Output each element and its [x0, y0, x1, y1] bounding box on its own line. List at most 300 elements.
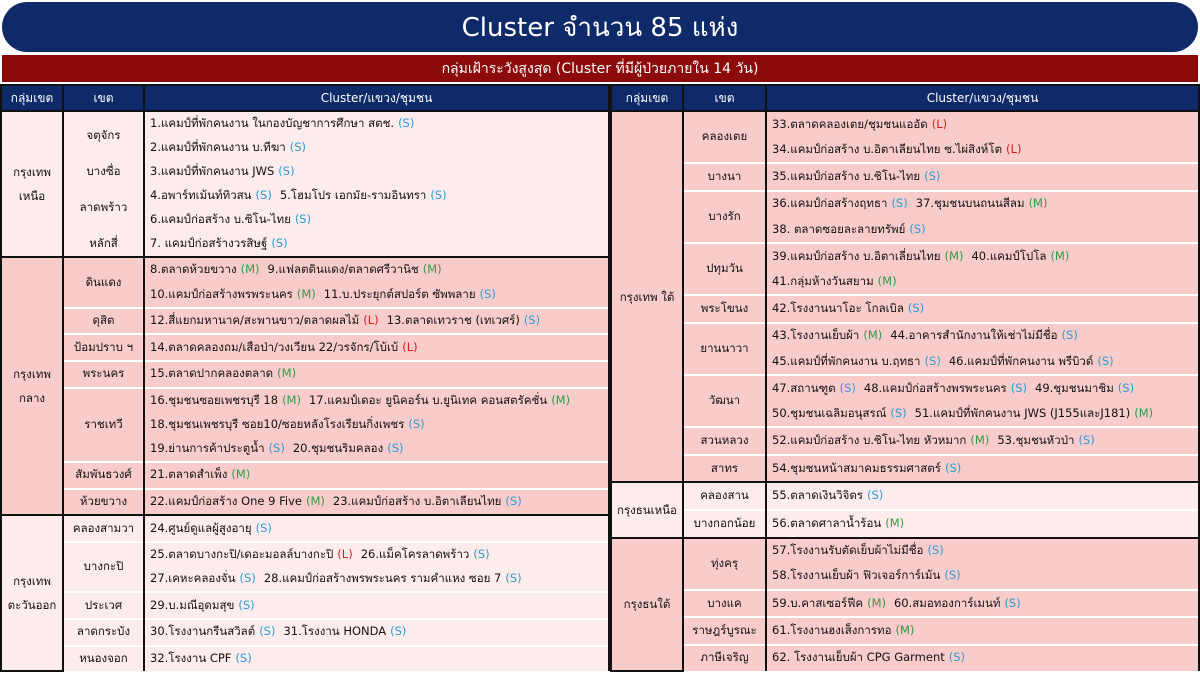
cluster-name: 32.โรงงาน CPF: [150, 650, 232, 665]
risk-tag: (M): [231, 467, 251, 482]
cluster-line: [766, 645, 1199, 671]
table-row: [1, 646, 609, 671]
district-name: ทุ่งครุ: [683, 538, 766, 590]
cluster-name: 6.แคมป์ก่อสร้าง บ.ซิโน-ไทย: [150, 212, 291, 227]
table-row: [611, 323, 1199, 349]
cluster-line: [766, 427, 1199, 455]
risk-tag: (M): [944, 248, 964, 263]
cluster-name: 20.ชุมชนริมคลอง: [292, 440, 384, 455]
cluster-item: [150, 236, 288, 250]
cluster-item: [268, 262, 442, 276]
risk-tag: (S): [866, 488, 884, 503]
header-group: กลุ่มเขต: [1, 85, 63, 111]
cluster-name: 46.แคมป์ที่พักคนงาน พรีบิวด์: [948, 353, 1094, 368]
cluster-name: 22.แคมป์ก่อสร้าง One 9 Five: [150, 493, 302, 508]
table-row: [1, 308, 609, 335]
risk-tag: (S): [235, 650, 252, 665]
cluster-item: [772, 169, 940, 183]
cluster-line: [766, 163, 1199, 191]
risk-tag: (S): [924, 169, 941, 184]
cluster-name: 45.แคมป์ที่พักคนงาน บ.ฤทธา: [772, 353, 921, 368]
cluster-line: [144, 111, 609, 136]
cluster-name: 9.แฟลตดินแดง/ตลาดศรีวานิช: [267, 262, 419, 277]
cluster-name: 7. แคมป์ก่อสร้างวรสิษฐ์: [150, 236, 268, 251]
cluster-item: [150, 441, 285, 455]
district-name: พระนคร: [63, 361, 144, 388]
cluster-name: 37.ชุมชนบนถนนสีลม: [915, 196, 1025, 211]
cluster-name: 2.แคมป์ที่พักคนงาน บ.ทีฆา: [150, 140, 286, 155]
cluster-item: [772, 301, 924, 315]
district-name: สาทร: [683, 455, 766, 483]
cluster-name: 30.โรงงานกรีนสวิลต์: [150, 624, 256, 639]
cluster-item: [772, 117, 947, 131]
risk-tag: (M): [1028, 196, 1048, 211]
risk-tag: (S): [390, 624, 407, 639]
cluster-name: 56.ตลาดศาลาน้ำร้อน: [772, 515, 882, 530]
cluster-name: 54.ชุมชนหน้าสมาคมธรรมศาสตร์: [772, 460, 941, 475]
district-name: คลองเตย: [683, 111, 766, 163]
section-subtitle: กลุ่มเฝ้าระวังสูงสุด (Cluster ที่มีผู้ป่วยภายใน 14 วัน): [2, 55, 1198, 82]
risk-tag: (L): [363, 313, 379, 328]
cluster-name: 18.ชุมชนเพชรบุรี ซอย10/ซอยหลังโรงเรียนกิ่งเพชร: [150, 416, 405, 431]
risk-tag: (S): [255, 188, 272, 203]
risk-tag: (S): [839, 380, 856, 395]
risk-tag: (M): [282, 392, 301, 407]
cluster-name: 14.ตลาดคลองถม/เสือป่า/วงเวียน 22/วรจักร/โบ้เบ้: [150, 339, 399, 354]
cluster-name: 36.แคมป์ก่อสร้างฤทธา: [772, 196, 888, 211]
district-name: บางซื่อ: [63, 160, 144, 184]
cluster-name: 12.สี่แยกมหานาค/สะพานขาว/ตลาดผลไม้: [150, 313, 360, 328]
cluster-item: [997, 433, 1094, 447]
risk-tag: (M): [877, 273, 897, 288]
cluster-name: 49.ชุมชนมาชิม: [1035, 380, 1114, 395]
table-row: [1, 592, 609, 619]
cluster-item: [150, 521, 272, 535]
district-group: กรุงเทพ กลาง: [1, 257, 63, 515]
cluster-item: [150, 417, 425, 431]
district-name: ดุสิต: [63, 308, 144, 335]
risk-tag: (S): [294, 212, 312, 227]
district-name: หลักสี่: [63, 232, 144, 257]
cluster-item: [772, 488, 883, 502]
table-row: [611, 427, 1199, 455]
cluster-name: 62. โรงงานเย็บผ้า CPG Garment: [772, 650, 945, 665]
cluster-line: [144, 334, 609, 361]
table-row: [611, 617, 1199, 645]
risk-tag: (S): [1097, 353, 1114, 368]
cluster-name: 13.ตลาดเทวราช (เทเวศร์): [386, 313, 520, 328]
cluster-item: [150, 262, 260, 276]
cluster-item: [280, 188, 447, 202]
district-name: วัฒนา: [683, 375, 766, 427]
cluster-line: [144, 437, 609, 462]
cluster-line: [766, 617, 1199, 645]
cluster-item: [949, 354, 1114, 368]
cluster-line: [144, 388, 609, 413]
cluster-line: [766, 269, 1199, 295]
district-name: บางรัก: [683, 191, 766, 243]
risk-tag: (S): [238, 597, 255, 612]
district-name: ราษฎร์บูรณะ: [683, 617, 766, 645]
risk-tag: (S): [387, 440, 404, 455]
district-name: ป้อมปราบ ฯ: [63, 334, 144, 361]
table-row: [611, 191, 1199, 217]
cluster-item: [890, 328, 1078, 342]
table-row: [1, 257, 609, 282]
table-row: [611, 482, 1199, 510]
district-name: สัมพันธวงศ์: [63, 462, 144, 489]
cluster-item: [772, 596, 886, 610]
cluster-name: 23.แคมป์ก่อสร้าง บ.อิตาเลียนไทย: [332, 493, 502, 508]
cluster-table-right: [610, 84, 1200, 672]
cluster-line: [766, 401, 1199, 427]
table-row: [1, 361, 609, 388]
district-name: คลองสาน: [683, 482, 766, 510]
table-row: [1, 515, 609, 542]
risk-tag: (M): [277, 366, 297, 381]
cluster-name: 5.โฮมโปร เอกมัย-รามอินทรา: [279, 188, 427, 203]
risk-tag: (M): [305, 493, 325, 508]
table-row: [1, 489, 609, 516]
cluster-name: 41.กลุ่มห้างวันสยาม: [772, 273, 874, 288]
cluster-item: [772, 222, 926, 236]
cluster-name: 28.แคมป์ก่อสร้างพรพระนคร รามคำแหง ซอย 7: [263, 571, 502, 586]
district-name: ภาษีเจริญ: [683, 645, 766, 671]
cluster-item: [772, 354, 941, 368]
cluster-line: [766, 375, 1199, 401]
district-group: กรุงธนใต้: [611, 538, 683, 672]
cluster-item: [387, 313, 540, 327]
cluster-item: [150, 651, 252, 665]
cluster-line: [144, 257, 609, 282]
cluster-item: [772, 196, 908, 210]
risk-tag: (S): [1078, 433, 1095, 448]
cluster-line: [766, 111, 1199, 137]
risk-tag: (S): [479, 286, 496, 301]
risk-tag: (S): [473, 546, 490, 561]
cluster-item: [150, 624, 275, 638]
table-row: [611, 295, 1199, 323]
risk-tag: (S): [259, 624, 276, 639]
district-name: คลองสามวา: [63, 515, 144, 542]
cluster-item: [772, 568, 961, 582]
risk-tag: (S): [289, 140, 307, 155]
table-row: [1, 232, 609, 257]
cluster-item: [772, 543, 944, 557]
district-name: สวนหลวง: [683, 427, 766, 455]
header-group: กลุ่มเขต: [611, 85, 683, 111]
cluster-line: [766, 510, 1199, 538]
cluster-item: [1035, 381, 1134, 395]
cluster-name: 58.โรงงานเย็บผ้า ฟิวเจอร์การ์เม้น: [772, 568, 941, 583]
table-row: [1, 542, 609, 567]
cluster-item: [150, 116, 414, 130]
cluster-item: [772, 623, 914, 637]
cluster-line: [144, 619, 609, 646]
cluster-item: [150, 366, 296, 380]
cluster-item: [916, 196, 1048, 210]
cluster-line: [766, 590, 1199, 618]
cluster-item: [333, 494, 522, 508]
cluster-name: 10.แคมป์ก่อสร้างพรพระนคร: [150, 286, 293, 301]
table-row: [611, 243, 1199, 269]
risk-tag: (S): [1004, 595, 1021, 610]
cluster-line: [766, 191, 1199, 217]
header-district: เขต: [63, 85, 144, 111]
cluster-item: [264, 571, 522, 585]
cluster-item: [150, 494, 325, 508]
risk-tag: (S): [1010, 380, 1028, 395]
cluster-line: [144, 489, 609, 516]
cluster-line: [144, 308, 609, 335]
risk-tag: (M): [867, 595, 886, 610]
risk-tag: (M): [551, 392, 571, 407]
risk-tag: (S): [944, 568, 961, 583]
table-row: [1, 462, 609, 489]
risk-tag: (L): [1006, 141, 1022, 156]
cluster-name: 42.โรงงานนาโอะ โกลเบิล: [772, 301, 904, 316]
risk-tag: (S): [948, 650, 966, 665]
cluster-line: [144, 567, 609, 592]
table-row: [611, 510, 1199, 538]
cluster-name: 26.แม็คโครลาดพร้าว: [360, 546, 470, 561]
cluster-line: [766, 295, 1199, 323]
cluster-name: 16.ชุมชนซอยเพชรบุรี 18: [150, 392, 279, 407]
cluster-name: 47.สถานฑูต: [772, 380, 836, 395]
cluster-name: 59.บ.คาสเซอร์ฟีค: [772, 595, 864, 610]
cluster-item: [772, 142, 1021, 156]
district-name: จตุจักร: [63, 111, 144, 160]
cluster-line: [144, 160, 609, 184]
district-name: ยานนาวา: [683, 323, 766, 375]
cluster-item: [772, 433, 989, 447]
cluster-line: [766, 323, 1199, 349]
risk-tag: (S): [891, 196, 908, 211]
header-cluster: Cluster/แขวง/ชุมชน: [766, 85, 1199, 111]
risk-tag: (S): [927, 543, 944, 558]
risk-tag: (S): [271, 236, 288, 251]
cluster-item: [150, 393, 301, 407]
cluster-line: [144, 361, 609, 388]
cluster-name: 8.ตลาดห้วยขวาง: [150, 262, 237, 277]
cluster-item: [150, 313, 379, 327]
risk-tag: (S): [408, 416, 425, 431]
cluster-line: [766, 538, 1199, 564]
cluster-name: 3.แคมป์ที่พักคนงาน JWS: [150, 164, 275, 179]
cluster-item: [150, 547, 353, 561]
cluster-item: [150, 467, 250, 481]
district-name: ประเวศ: [63, 592, 144, 619]
risk-tag: (S): [239, 571, 256, 586]
cluster-line: [144, 515, 609, 542]
cluster-item: [772, 461, 961, 475]
risk-tag: (S): [505, 571, 522, 586]
header-district: เขต: [683, 85, 766, 111]
risk-tag: (S): [255, 520, 272, 535]
risk-tag: (M): [863, 328, 883, 343]
cluster-name: 61.โรงงานฮงเส็งการทอ: [772, 623, 892, 638]
cluster-name: 31.โรงงาน HONDA: [283, 624, 387, 639]
cluster-item: [915, 406, 1153, 420]
cluster-name: 55.ตลาดเงินวิจิตร: [772, 488, 863, 503]
cluster-item: [150, 340, 418, 354]
district-name: ลาดพร้าว: [63, 184, 144, 232]
cluster-name: 21.ตลาดสำเพ็ง: [150, 467, 228, 482]
table-row: [1, 619, 609, 646]
risk-tag: (S): [907, 301, 925, 316]
cluster-line: [144, 542, 609, 567]
district-name: หนองจอก: [63, 646, 144, 671]
risk-tag: (S): [1061, 328, 1078, 343]
cluster-item: [324, 287, 496, 301]
cluster-line: [144, 136, 609, 160]
cluster-name: 4.อพาร์ทเม้นท์ทิวสน: [150, 188, 252, 203]
table-row: [1, 160, 609, 184]
cluster-line: [766, 349, 1199, 375]
cluster-line: [766, 482, 1199, 510]
header-cluster: Cluster/แขวง/ชุมชน: [144, 85, 609, 111]
cluster-item: [772, 516, 904, 530]
risk-tag: (S): [268, 440, 285, 455]
district-name: ราชเทวี: [63, 388, 144, 462]
cluster-line: [766, 243, 1199, 269]
table-row: [611, 538, 1199, 564]
cluster-name: 19.ย่านการค้าประตูน้ำ: [150, 440, 265, 455]
risk-tag: (L): [931, 116, 948, 131]
risk-tag: (M): [885, 515, 905, 530]
district-name: พระโขนง: [683, 295, 766, 323]
risk-tag: (S): [890, 405, 907, 420]
cluster-name: 48.แคมป์ก่อสร้างพรพระนคร: [863, 380, 1007, 395]
cluster-name: 34.แคมป์ก่อสร้าง บ.อิตาเลียนไทย ซ.ไผ่สิงห์โต: [772, 141, 1003, 156]
cluster-name: 11.บ.ประยุกต์สปอร์ต ซัพพลาย: [323, 286, 476, 301]
cluster-item: [971, 249, 1069, 263]
table-row: [611, 455, 1199, 483]
district-name: บางกอกน้อย: [683, 510, 766, 538]
cluster-line: [144, 462, 609, 489]
risk-tag: (S): [430, 188, 447, 203]
cluster-line: [144, 592, 609, 619]
risk-tag: (S): [944, 460, 962, 475]
cluster-name: 50.ชุมชนเฉลิมอนุสรณ์: [772, 405, 887, 420]
cluster-item: [772, 381, 856, 395]
cluster-item: [150, 164, 295, 178]
district-name: ห้วยขวาง: [63, 489, 144, 516]
cluster-name: 38. ตลาดซอยละลายทรัพย์: [772, 221, 906, 236]
district-group: กรุงเทพ ใต้: [611, 111, 683, 482]
cluster-line: [144, 184, 609, 208]
cluster-line: [144, 413, 609, 437]
risk-tag: (S): [924, 353, 941, 368]
cluster-item: [361, 547, 490, 561]
district-name: บางกะปิ: [63, 542, 144, 593]
cluster-name: 29.บ.มณีอุดมสุข: [150, 597, 235, 612]
risk-tag: (M): [970, 433, 990, 448]
cluster-name: 25.ตลาดบางกะปิ/เดอะมอลล์บางกะปิ: [150, 546, 334, 561]
risk-tag: (S): [909, 221, 926, 236]
cluster-line: [144, 646, 609, 671]
cluster-name: 52.แคมป์ก่อสร้าง บ.ซิโน-ไทย หัวหมาก: [772, 433, 967, 448]
cluster-line: [766, 137, 1199, 163]
table-row: [1, 334, 609, 361]
table-row: [611, 163, 1199, 191]
cluster-item: [772, 328, 882, 342]
risk-tag: (M): [240, 262, 260, 277]
district-name: ดินแดง: [63, 257, 144, 308]
table-row: [1, 388, 609, 413]
cluster-item: [309, 393, 570, 407]
risk-tag: (S): [398, 116, 415, 131]
district-name: ลาดกระบัง: [63, 619, 144, 646]
cluster-name: 35.แคมป์ก่อสร้าง บ.ซิโน-ไทย: [772, 169, 921, 184]
cluster-name: 27.เคหะคลองจั่น: [150, 571, 236, 586]
risk-tag: (M): [1050, 248, 1070, 263]
risk-tag: (S): [1117, 380, 1135, 395]
cluster-table-left: [0, 84, 610, 672]
risk-tag: (L): [402, 339, 418, 354]
cluster-item: [772, 249, 963, 263]
cluster-name: 44.อาคารสำนักงานให้เช่าไม่มีชื่อ: [890, 328, 1058, 343]
cluster-item: [150, 571, 256, 585]
district-group: กรุงธนเหนือ: [611, 482, 683, 537]
risk-tag: (M): [296, 286, 316, 301]
risk-tag: (L): [337, 546, 353, 561]
cluster-item: [283, 624, 406, 638]
cluster-item: [150, 212, 311, 226]
cluster-line: [144, 232, 609, 257]
risk-tag: (S): [278, 164, 295, 179]
risk-tag: (S): [505, 493, 522, 508]
cluster-item: [150, 140, 306, 154]
cluster-name: 24.ศูนย์ดูแลผู้สูงอายุ: [150, 520, 252, 535]
cluster-line: [766, 564, 1199, 590]
cluster-item: [772, 650, 965, 664]
cluster-line: [144, 283, 609, 308]
table-row: [611, 375, 1199, 401]
cluster-item: [772, 274, 897, 288]
cluster-name: 57.โรงงานรับตัดเย็บผ้าไม่มีชื่อ: [772, 543, 924, 558]
cluster-name: 17.แคมป์เดอะ ยูนิคอร์น บ.ยูนิเทค คอนสตรัคชั่น: [308, 392, 548, 407]
cluster-name: 33.ตลาดคลองเตย/ชุมชนแออัด: [772, 116, 928, 131]
cluster-name: 15.ตลาดปากคลองตลาด: [150, 366, 274, 381]
cluster-name: 39.แคมป์ก่อสร้าง บ.อิตาเลี่ยนไทย: [772, 248, 941, 263]
district-name: บางแค: [683, 590, 766, 618]
risk-tag: (S): [523, 313, 541, 328]
table-row: [1, 184, 609, 208]
district-name: ปทุมวัน: [683, 243, 766, 295]
cluster-line: [766, 455, 1199, 483]
district-group: กรุงเทพ เหนือ: [1, 111, 63, 257]
cluster-item: [894, 596, 1021, 610]
cluster-item: [150, 598, 255, 612]
cluster-name: 60.สมอทองการ์เมนท์: [893, 595, 1001, 610]
page-title: Cluster จำนวน 85 แห่ง: [2, 2, 1198, 52]
cluster-name: 53.ชุมชนหัวป่า: [997, 433, 1075, 448]
district-name: บางนา: [683, 163, 766, 191]
cluster-item: [864, 381, 1027, 395]
cluster-name: 40.แคมป์โปโล: [971, 248, 1047, 263]
risk-tag: (M): [895, 623, 915, 638]
cluster-line: [766, 217, 1199, 243]
risk-tag: (M): [422, 262, 442, 277]
table-row: [1, 111, 609, 136]
cluster-item: [150, 287, 316, 301]
table-row: [611, 645, 1199, 671]
cluster-name: 43.โรงงานเย็บผ้า: [772, 328, 860, 343]
cluster-item: [150, 188, 272, 202]
cluster-item: [293, 441, 404, 455]
district-group: กรุงเทพ ตะวันออก: [1, 515, 63, 671]
